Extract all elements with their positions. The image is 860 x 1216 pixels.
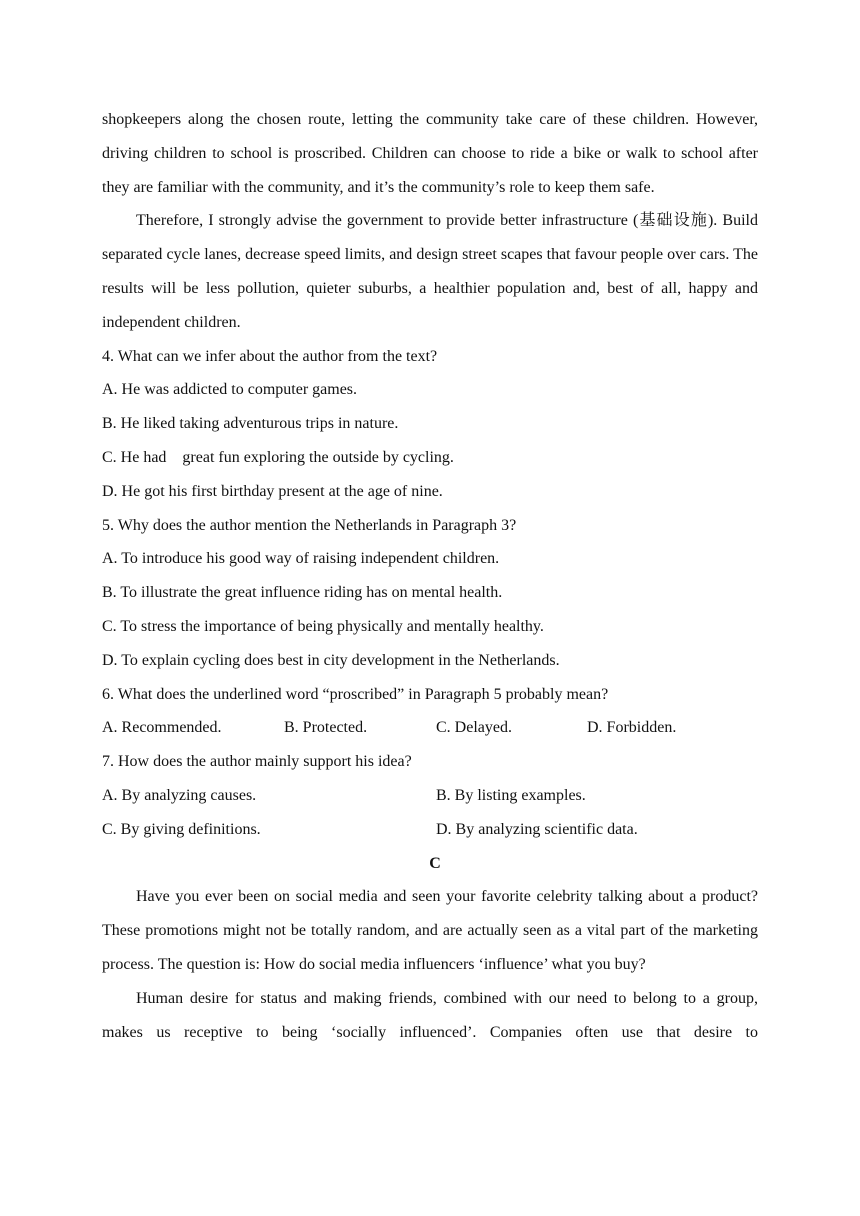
option-a: A. By analyzing causes.: [102, 786, 257, 804]
option-d: D. To explain cycling does best in city development in the Netherlands.: [102, 651, 560, 669]
option-c: C. He had great fun exploring the outside by cycling.: [102, 448, 454, 466]
question-stem: 4. What can we infer about the author from the text?: [102, 347, 438, 365]
option-row-2: [102, 813, 758, 847]
option-b: B. Protected.: [284, 719, 368, 737]
passage-c-paragraph-2: Human desire for status and making friends, combined with our need to belong to a group, makes us receptive to being ‘socially influenced’. Companies often use that desire to: [102, 989, 758, 1041]
passage-b-paragraph-2: Therefore, I strongly advise the government to provide better infrastructure (基础设施). Build separated cycle lanes, decrease speed limits, and design street scapes that favour people over cars. The results will be less pollution, quieter suburbs, a healthier population and, best of all, happy and independent children.: [102, 212, 758, 331]
option-a: A. He was addicted to computer games.: [102, 381, 358, 399]
option-row: [102, 711, 758, 745]
option-b: B. To illustrate the great influence riding has on mental health.: [102, 584, 503, 602]
question-stem: 6. What does the underlined word “proscribed” in Paragraph 5 probably mean?: [102, 685, 609, 703]
question-stem: 5. Why does the author mention the Netherlands in Paragraph 3?: [102, 516, 517, 534]
exam-page: [102, 103, 758, 1049]
option-b: B. He liked taking adventurous trips in nature.: [102, 415, 399, 433]
question-6: [102, 678, 758, 746]
passage-b-paragraph-1: shopkeepers along the chosen route, letting the community take care of these children. However, driving children to school is proscribed. Children can choose to ride a bike or walk to school after they are familiar with the community, and it’s the community’s role to keep them safe.: [102, 111, 758, 196]
option-c: C. To stress the importance of being physically and mentally healthy.: [102, 617, 544, 635]
option-c: C. Delayed.: [436, 719, 512, 737]
option-c: C. By giving definitions.: [102, 820, 261, 838]
option-d: D. By analyzing scientific data.: [436, 820, 638, 838]
option-a: A. To introduce his good way of raising independent children.: [102, 550, 500, 568]
option-d: D. Forbidden.: [587, 719, 677, 737]
option-d: D. He got his first birthday present at the age of nine.: [102, 482, 443, 500]
option-row-1: [102, 779, 758, 813]
question-stem: 7. How does the author mainly support his idea?: [102, 753, 412, 771]
question-7: [102, 745, 758, 846]
option-a: A. Recommended.: [102, 719, 222, 737]
question-4: [102, 340, 758, 509]
option-b: B. By listing examples.: [436, 786, 586, 804]
question-5: [102, 509, 758, 678]
passage-c-paragraph-1: Have you ever been on social media and seen your favorite celebrity talking about a product? These promotions might not be totally random, and are actually seen as a vital part of the marketing process. The question is: How do social media influencers ‘influence’ what you buy?: [102, 888, 758, 973]
passage-c-title: C: [429, 854, 441, 872]
